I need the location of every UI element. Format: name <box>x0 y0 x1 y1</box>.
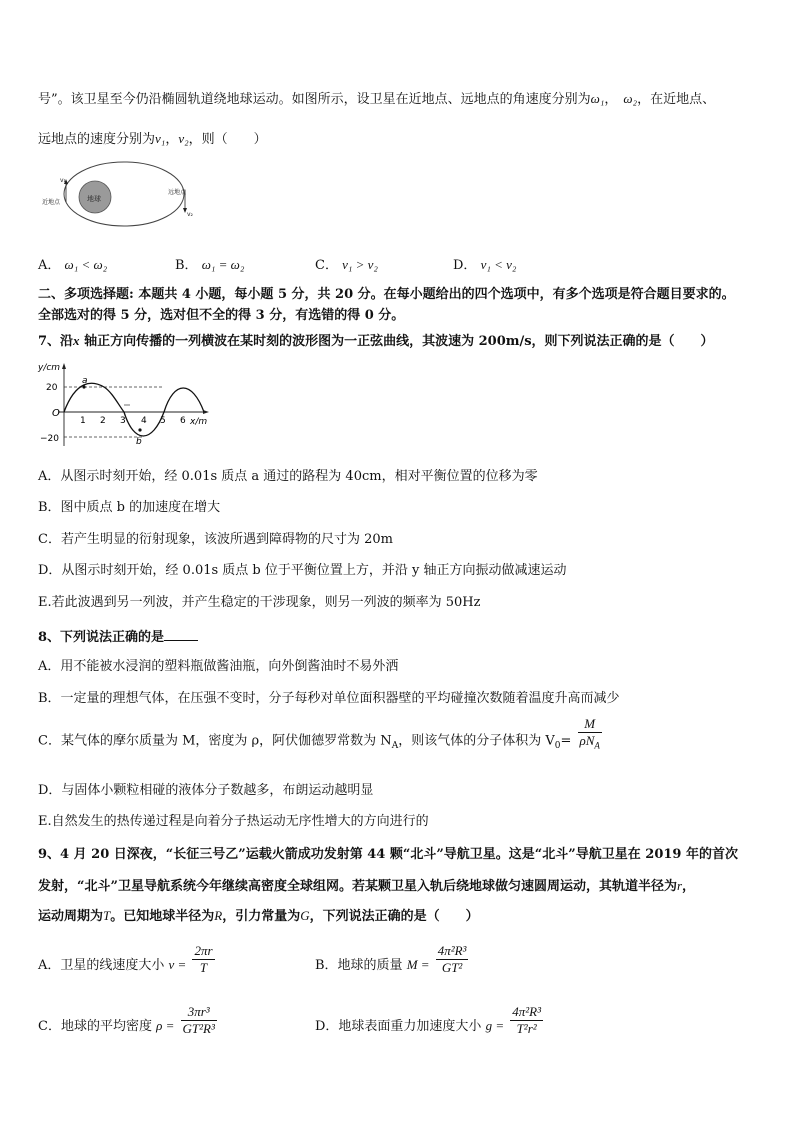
q7-option-b[interactable]: B．图中质点 b 的加速度在增大 <box>38 500 221 515</box>
section2-heading-line2: 全部选对的得 5 分，选对但不全的得 3 分，有选错的得 0 分。 <box>38 308 405 323</box>
answer-blank[interactable] <box>164 627 198 641</box>
x-tick-6: 6 <box>180 416 186 426</box>
x-axis-label: x/m <box>190 417 208 427</box>
orbit-figure <box>40 160 200 230</box>
q9-option-c[interactable]: C．地球的平均密度 ρ = $\frac{\text{3πr³}}{\text{GT²R³}}$ <box>38 1004 215 1036</box>
x-tick-1: 1 <box>80 416 86 426</box>
q6-option-a[interactable]: A． ω₁ < ω₂ <box>38 257 108 273</box>
y-axis-label: y/cm <box>38 363 61 373</box>
wave-curve <box>64 383 204 436</box>
q9-stem-line2: 发射，“北斗”卫星导航系统今年继续高密度全球组网。若某颗卫星入轨后绕地球做匀速圆周运动，其轨道半径为r， <box>38 878 696 894</box>
q6-option-d[interactable]: D． v₁ < v₂ <box>453 257 517 273</box>
x-tick-5: 5 <box>160 416 166 426</box>
q6-stem-line1: 号”。该卫星至今仍沿椭圆轨道绕地球运动。如图所示，设卫星在近地点、远地点的角速度分别为ω₁， ω₂，在近地点、 <box>38 91 716 107</box>
q8-option-c[interactable]: C．某气体的摩尔质量为 M，密度为 ρ，阿伏伽德罗常数为 $N_A$，则该气体的分子体积为 $V_0=$ $\frac{M}{\rho N_A}$ <box>38 716 600 751</box>
point-b-label: b <box>136 437 142 447</box>
wave-graph <box>36 360 226 450</box>
q7-option-d[interactable]: D．从图示时刻开始，经 0.01s 质点 b 位于平衡位置上方，并沿 y 轴正方向振动做减速运动 <box>38 563 567 578</box>
q9-stem-line3: 运动周期为T。已知地球半径为R，引力常量为G，下列说法正确的是（ ） <box>38 908 479 924</box>
q7-option-a[interactable]: A．从图示时刻开始，经 0.01s 质点 a 通过的路程为 40cm，相对平衡位置的位移为零 <box>38 469 538 484</box>
q7-option-c[interactable]: C．若产生明显的衍射现象，该波所遇到障碍物的尺寸为 20m <box>38 532 393 547</box>
point-b-dot <box>138 428 141 431</box>
section2-heading-line1: 二、多项选择题: 本题共 4 小题，每小题 5 分，共 20 分。在每小题给出的四个选项中，有多个选项是符合题目要求的。 <box>38 287 735 302</box>
q6-option-b[interactable]: B． ω₁ = ω₂ <box>175 257 245 273</box>
origin-label: O <box>52 408 60 419</box>
q9-option-d[interactable]: D．地球表面重力加速度大小 g = $\frac{\text{4π²R³}}{\text{T²r²}}$ <box>315 1004 541 1036</box>
q9-option-b[interactable]: B．地球的质量 M = $\frac{\text{4π²R³}}{\text{GT²}}$ <box>315 943 467 975</box>
q8-option-d[interactable]: D．与固体小颗粒相碰的液体分子数越多，布朗运动越明显 <box>38 783 374 798</box>
earth-label: 地球 <box>87 195 101 203</box>
q6-stem-line2: 远地点的速度分别为v₁，v₂，则（ ） <box>38 131 267 147</box>
q8-option-a[interactable]: A．用不能被水浸润的塑料瓶做酱油瓶，向外倒酱油时不易外洒 <box>38 659 399 674</box>
q7-option-e[interactable]: E.若此波遇到另一列波，并产生稳定的干涉现象，则另一列波的频率为 50Hz <box>38 595 481 610</box>
q8-option-e[interactable]: E.自然发生的热传递过程是向着分子热运动无序性增大的方向进行的 <box>38 814 429 829</box>
q9-option-a[interactable]: A．卫星的线速度大小 v = $\frac{2\pi r}{T}$ <box>38 943 213 975</box>
q9-stem-line1: 9、4 月 20 日深夜，“长征三号乙”运载火箭成功发射第 44 颗“北斗”导航卫星。这是“北斗”导航卫星在 2019 年的首次 <box>38 847 739 862</box>
v1-label: v₁ <box>60 177 66 184</box>
x-tick-4: 4 <box>141 416 147 426</box>
y-tick-20: 20 <box>46 383 58 393</box>
y-tick-neg20: −20 <box>40 434 59 444</box>
near-point-label: 近地点 <box>42 199 61 206</box>
far-point-label: 远地点 <box>168 189 187 196</box>
point-a-label: a <box>82 376 88 386</box>
x-tick-2: 2 <box>100 416 106 426</box>
q8-stem: 8、下列说法正确的是 <box>38 627 764 647</box>
q7-stem: 7、沿x 轴正方向传播的一列横波在某时刻的波形图为一正弦曲线，其波速为 200m/s，则下列说法正确的是（ ） <box>38 333 714 349</box>
v2-label: v₂ <box>187 211 193 218</box>
q8-option-b[interactable]: B．一定量的理想气体，在压强不变时，分子每秒对单位面积器壁的平均碰撞次数随着温度升高而减少 <box>38 691 620 706</box>
q6-option-c[interactable]: C． v₁ > v₂ <box>315 257 378 273</box>
x-tick-3: 3 <box>120 416 126 426</box>
